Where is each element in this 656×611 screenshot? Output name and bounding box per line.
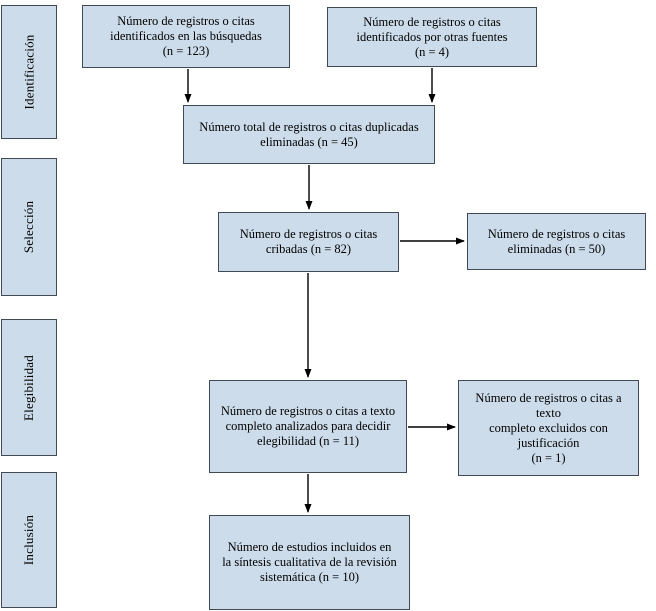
box-text-line: Número de registros o citas xyxy=(239,227,378,241)
stage-box-inclusion xyxy=(1,472,57,608)
box-text-line: Número total de registros o citas duplicadas xyxy=(199,119,419,134)
stage-label-elegibilidad: Elegibilidad xyxy=(21,354,37,421)
box-text-line: cribadas (n = 82) xyxy=(265,242,352,256)
box-text-line: Número de registros o citas a texto xyxy=(220,404,396,418)
box-text-line: la síntesis cualitativa de la revisión xyxy=(222,555,397,569)
box-text-line: completo analizados para decidir xyxy=(225,419,391,433)
box-screened xyxy=(218,212,399,272)
box-identified-searches xyxy=(82,5,290,68)
box-text-line: Número de registros o citas a texto xyxy=(475,390,622,420)
box-text-line: elegibilidad (n = 11) xyxy=(256,434,360,448)
box-text-line: Número de estudios incluidos en xyxy=(227,540,392,554)
box-text-line: sistemática (n = 10) xyxy=(259,570,360,584)
box-text-line: eliminadas (n = 45) xyxy=(260,134,358,149)
box-screened-excluded xyxy=(467,213,646,270)
box-text-line: (n = 1) xyxy=(531,450,566,465)
box-text-line: Número de registros o citas xyxy=(117,14,255,28)
box-text-line: (n = 123) xyxy=(162,44,210,58)
stage-box-elegibilidad xyxy=(1,319,57,456)
box-text-line: (n = 4) xyxy=(414,44,450,59)
stage-box-seleccion xyxy=(1,158,57,296)
stage-label-inclusion: Inclusión xyxy=(21,514,36,566)
stage-label-identificacion: Identificación xyxy=(21,34,36,110)
box-text-line: completo excluidos con justificación xyxy=(489,420,608,450)
box-text-line: identificados por otras fuentes xyxy=(356,29,508,44)
box-identified-other-sources xyxy=(327,7,537,67)
stage-box-identificacion xyxy=(1,5,57,139)
box-text-line: eliminadas (n = 50) xyxy=(507,241,606,256)
stage-label-seleccion: Selección xyxy=(21,200,36,254)
box-fulltext-excluded xyxy=(458,380,639,476)
box-included-synthesis xyxy=(209,515,410,610)
box-text-line: Número de registros o citas xyxy=(487,226,626,241)
box-fulltext-assessed xyxy=(209,380,407,473)
box-text-line: identificados en las búsquedas xyxy=(110,29,262,43)
box-text-line: Número de registros o citas xyxy=(363,14,501,29)
box-duplicates-removed xyxy=(183,105,435,164)
